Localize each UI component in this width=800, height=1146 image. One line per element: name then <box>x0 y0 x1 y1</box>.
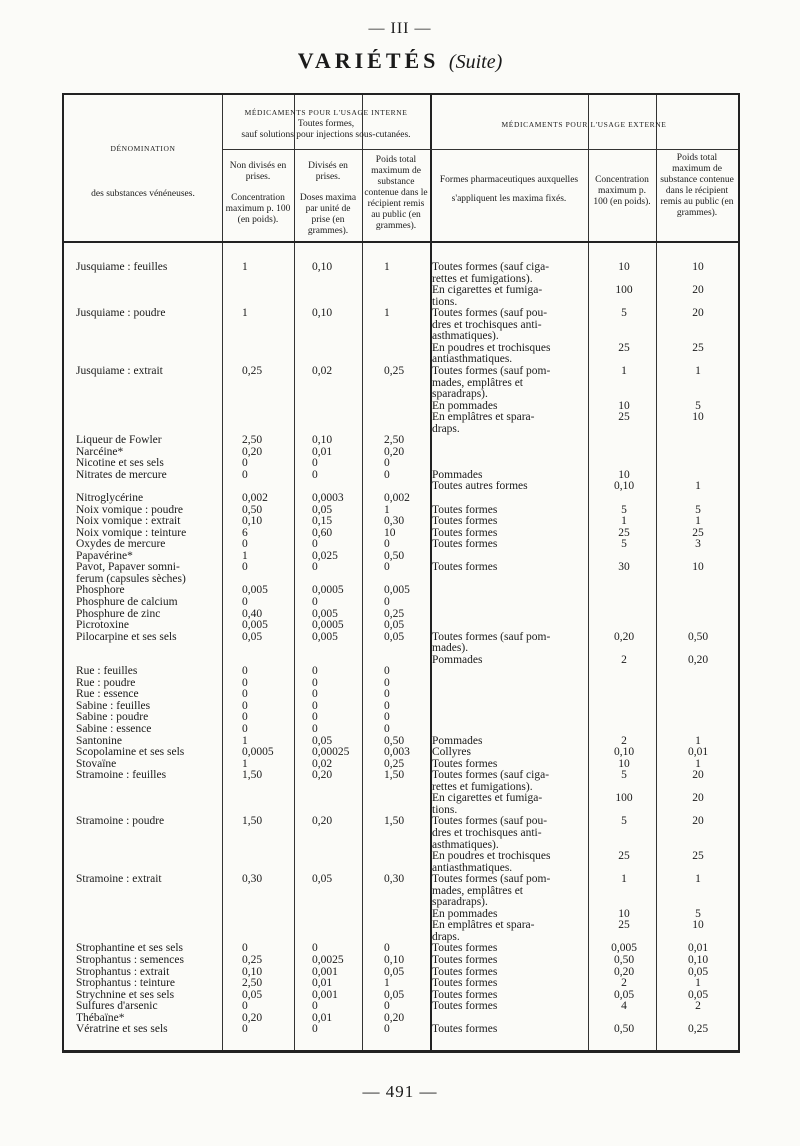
cell-forme: dres et trochisques anti- <box>432 826 542 839</box>
cell-poids: 1 <box>384 261 390 273</box>
cell-poids: 0 <box>384 711 390 724</box>
cell-poids: 1 <box>384 503 390 516</box>
title-main: VARIÉTÉS <box>297 48 440 73</box>
cell-poids: 1,50 <box>384 769 405 782</box>
cell-forme: Toutes formes <box>432 988 498 1001</box>
cell-name: Strophantus : teinture <box>76 977 176 990</box>
cell-forme: Collyres <box>432 746 471 759</box>
cell-cext: 10 <box>618 468 630 481</box>
cell-dose: 0 <box>312 457 318 470</box>
cell-conc: 0,002 <box>242 492 268 504</box>
cell-conc: 1 <box>242 757 248 770</box>
cell-pext: 20 <box>692 769 704 782</box>
cell-forme: Toutes formes (sauf pom- <box>432 873 551 886</box>
cell-cext: 2 <box>621 734 627 747</box>
cell-forme: Toutes formes (sauf ciga- <box>432 769 550 782</box>
cell-dose: 0,001 <box>312 965 338 978</box>
cell-name: Rue : essence <box>76 688 139 701</box>
cell-forme: Pommades <box>432 468 483 481</box>
cell-pext: 1 <box>695 873 701 886</box>
title-suffix: (Suite) <box>448 51 503 73</box>
cell-poids: 0,30 <box>384 873 405 886</box>
cell-conc: 0 <box>242 711 248 724</box>
cell-poids: 0 <box>384 538 390 551</box>
cell-forme: sparadraps). <box>432 388 488 401</box>
cell-forme: Pommades <box>432 734 483 747</box>
cell-poids: 0 <box>384 723 390 735</box>
cell-forme: Pommades <box>432 653 483 666</box>
cell-forme: Toutes formes <box>432 526 498 539</box>
cell-dose: 0 <box>312 688 318 701</box>
cell-name: Santonine <box>76 734 122 747</box>
cell-dose: 0,02 <box>312 757 333 770</box>
cell-forme: Toutes formes (sauf pom- <box>432 364 551 377</box>
cell-forme: Toutes formes (sauf pou- <box>432 815 548 828</box>
cell-forme: mades, emplâtres et <box>432 376 524 389</box>
cell-conc: 0,10 <box>242 515 263 528</box>
cell-forme: En cigarettes et fumiga- <box>432 792 543 805</box>
cell-cext: 1 <box>621 364 627 377</box>
cell-pext: 0,25 <box>687 1023 709 1036</box>
cell-poids: 0 <box>384 468 390 481</box>
cell-name: Nitroglycérine <box>76 492 144 504</box>
cell-cext: 0,50 <box>613 1023 635 1036</box>
cell-conc: 1 <box>242 307 248 320</box>
cell-conc: 0 <box>242 1023 248 1036</box>
cell-dose: 0 <box>312 561 318 574</box>
cell-dose: 0,0005 <box>312 619 344 632</box>
cell-dose: 0,20 <box>312 769 333 782</box>
page-roman-number: — III — <box>368 20 432 37</box>
cell-cext: 2 <box>621 977 627 990</box>
cell-conc: 1 <box>242 734 248 747</box>
cell-forme: sparadraps). <box>432 896 488 909</box>
header-doses: Doses maxima par unité de prise (en grammes). <box>299 193 357 236</box>
cell-dose: 0,10 <box>312 434 333 447</box>
col-rule-3 <box>362 95 363 1050</box>
cell-forme: En poudres et trochisques <box>432 850 551 863</box>
cell-dose: 0,60 <box>312 526 333 539</box>
cell-cext: 25 <box>618 526 630 539</box>
cell-pext: 1 <box>695 515 701 528</box>
cell-name: Strychnine et ses sels <box>76 988 175 1001</box>
cell-conc: 1 <box>242 549 248 562</box>
cell-poids: 0,20 <box>384 445 405 458</box>
cell-conc: 0 <box>242 665 248 678</box>
cell-dose: 0 <box>312 1023 318 1036</box>
cell-forme: tions. <box>432 295 458 308</box>
cell-forme: asthmatiques). <box>432 330 499 343</box>
cell-cext: 1 <box>621 515 627 528</box>
cell-poids: 0,25 <box>384 364 405 377</box>
cell-dose: 0,005 <box>312 630 338 643</box>
cell-name: Jusquiame : extrait <box>76 364 163 377</box>
cell-poids: 0,003 <box>384 746 410 759</box>
cell-cext: 0,20 <box>613 630 635 643</box>
cell-conc: 0,005 <box>242 584 268 597</box>
cell-dose: 0,10 <box>312 307 333 320</box>
cell-pext: 25 <box>692 341 704 354</box>
cell-forme: En pommades <box>432 399 498 412</box>
cell-poids: 0,50 <box>384 734 405 747</box>
cell-cext: 25 <box>618 341 630 354</box>
col-rule-5 <box>588 95 589 1050</box>
cell-conc: 0 <box>242 699 248 712</box>
cell-cext: 10 <box>618 907 630 920</box>
cell-conc: 6 <box>242 526 248 539</box>
cell-pext: 20 <box>692 792 704 805</box>
cell-conc: 0,10 <box>242 965 263 978</box>
header-poids-externe: Poids total maximum de substance contenue dans le récipient remis au public (en grammes). <box>660 153 734 218</box>
page-number: — 491 — <box>362 1082 438 1101</box>
cell-dose: 0,05 <box>312 503 333 516</box>
cell-forme: Toutes formes <box>432 538 498 551</box>
header-interne-line3: sauf solutions pour injections sous-cutanées. <box>241 130 411 140</box>
cell-conc: 0,40 <box>242 607 263 620</box>
cell-conc: 0 <box>242 595 248 608</box>
cell-pext: 5 <box>695 907 701 920</box>
cell-dose: 0,02 <box>312 364 333 377</box>
cell-forme: Toutes formes <box>432 503 498 516</box>
cell-forme: Toutes formes (sauf ciga- <box>432 261 550 273</box>
cell-conc: 0,50 <box>242 503 263 516</box>
cell-name: Sabine : essence <box>76 723 152 735</box>
header-bottom-rule <box>64 241 738 243</box>
cell-cext: 0,20 <box>613 965 635 978</box>
cell-pext: 2 <box>695 1000 701 1013</box>
cell-poids: 0,30 <box>384 515 405 528</box>
cell-conc: 0,30 <box>242 873 263 886</box>
cell-pext: 0,10 <box>687 954 709 966</box>
cell-dose: 0 <box>312 665 318 678</box>
col-rule-2 <box>294 95 295 1050</box>
cell-poids: 0,005 <box>384 584 410 597</box>
cell-pext: 0,20 <box>687 653 709 666</box>
cell-cext: 30 <box>618 561 630 574</box>
cell-name: Vératrine et ses sels <box>76 1023 168 1036</box>
cell-cext: 0,50 <box>613 954 635 966</box>
cell-name: Phosphure de calcium <box>76 595 178 608</box>
cell-name: Nicotine et ses sels <box>76 457 164 470</box>
cell-forme: Toutes formes <box>432 757 498 770</box>
header-concentration: Concentration maximum p. 100 (en poids). <box>225 193 291 225</box>
cell-pext: 1 <box>695 977 701 990</box>
cell-poids: 0,05 <box>384 619 405 632</box>
cell-pext: 20 <box>692 815 704 828</box>
header-non-divises: Non divisés en prises. <box>229 161 287 182</box>
cell-forme: Toutes formes <box>432 954 498 966</box>
cell-poids: 0,25 <box>384 607 405 620</box>
cell-poids: 0,002 <box>384 492 410 504</box>
cell-conc: 0,20 <box>242 445 263 458</box>
cell-cext: 25 <box>618 411 630 424</box>
cell-dose: 0 <box>312 468 318 481</box>
cell-conc: 1 <box>242 261 248 273</box>
cell-name: ferum (capsules sèches) <box>76 572 186 585</box>
cell-dose: 0,05 <box>312 734 333 747</box>
cell-name: Sabine : poudre <box>76 711 149 724</box>
cell-poids: 0,50 <box>384 549 405 562</box>
cell-pext: 25 <box>692 526 704 539</box>
header-interne: MÉDICAMENTS POUR L'USAGE INTERNE <box>244 108 408 117</box>
cell-forme: Toutes formes (sauf pom- <box>432 630 551 643</box>
cell-forme: dres et trochisques anti- <box>432 318 542 331</box>
cell-name: Phosphore <box>76 584 125 597</box>
cell-name: Jusquiame : poudre <box>76 307 166 320</box>
header-sub-rule <box>222 149 738 150</box>
header-denomination-sub: des substances vénéneuses. <box>91 189 195 199</box>
cell-cext: 4 <box>621 1000 627 1013</box>
cell-name: Sulfures d'arsenic <box>76 1000 158 1013</box>
cell-pext: 10 <box>692 561 704 574</box>
cell-forme: Toutes formes <box>432 977 498 990</box>
cell-dose: 0,0005 <box>312 584 344 597</box>
cell-conc: 0,25 <box>242 364 263 377</box>
cell-forme: En emplâtres et spara- <box>432 919 535 932</box>
cell-cext: 5 <box>621 538 627 551</box>
cell-pext: 5 <box>695 503 701 516</box>
cell-forme: En cigarettes et fumiga- <box>432 284 543 297</box>
cell-name: Stramoine : extrait <box>76 873 162 886</box>
cell-dose: 0,15 <box>312 515 333 528</box>
cell-conc: 0 <box>242 676 248 689</box>
cell-name: Liqueur de Fowler <box>76 434 162 447</box>
cell-dose: 0,20 <box>312 815 333 828</box>
cell-poids: 0,05 <box>384 988 405 1001</box>
cell-forme: Toutes formes <box>432 515 498 528</box>
cell-pext: 3 <box>695 538 701 551</box>
cell-forme: rettes et fumigations). <box>432 272 533 285</box>
cell-forme: En pommades <box>432 907 498 920</box>
cell-conc: 0,0005 <box>242 746 274 759</box>
cell-forme: mades). <box>432 642 469 655</box>
cell-pext: 1 <box>695 734 701 747</box>
cell-pext: 25 <box>692 850 704 863</box>
header-divises: Divisés en prises. <box>308 161 348 182</box>
cell-name: Strophantus : semences <box>76 954 184 966</box>
cell-name: Thébaïne* <box>76 1011 125 1024</box>
cell-cext: 0,10 <box>613 746 635 759</box>
cell-conc: 0,005 <box>242 619 268 632</box>
cell-poids: 0 <box>384 665 390 678</box>
cell-dose: 0,025 <box>312 549 338 562</box>
cell-forme: Toutes autres formes <box>432 480 528 493</box>
cell-forme: En poudres et trochisques <box>432 341 551 354</box>
cell-name: Stramoine : poudre <box>76 815 165 828</box>
col-rule-6 <box>656 95 657 1050</box>
cell-forme: antiasthmatiques. <box>432 353 513 366</box>
cell-name: Picrotoxine <box>76 619 130 632</box>
header-poids-interne: Poids total maximum de substance contenue dans le récipient remis au public (en grammes). <box>364 155 428 231</box>
poison-table <box>62 93 740 1053</box>
cell-cext: 0,10 <box>613 480 635 493</box>
cell-forme: tions. <box>432 803 458 816</box>
cell-poids: 2,50 <box>384 434 405 447</box>
cell-conc: 0,05 <box>242 630 263 643</box>
cell-poids: 0 <box>384 942 390 955</box>
cell-name: Oxydes de mercure <box>76 538 166 551</box>
cell-pext: 20 <box>692 284 704 297</box>
cell-dose: 0 <box>312 1000 318 1013</box>
header-interne-line2: Toutes formes, <box>297 119 355 129</box>
cell-cext: 100 <box>615 284 633 297</box>
cell-pext: 0,05 <box>687 965 709 978</box>
cell-poids: 1 <box>384 977 390 990</box>
cell-conc: 0 <box>242 723 248 735</box>
cell-pext: 1 <box>695 480 701 493</box>
cell-poids: 1 <box>384 307 390 320</box>
cell-forme: rettes et fumigations). <box>432 780 533 793</box>
cell-name: Scopolamine et ses sels <box>76 746 185 759</box>
cell-dose: 0,01 <box>312 1011 333 1024</box>
cell-name: Strophantine et ses sels <box>76 942 183 955</box>
cell-dose: 0,10 <box>312 261 333 273</box>
cell-poids: 0 <box>384 561 390 574</box>
cell-cext: 2 <box>621 653 627 666</box>
cell-conc: 0,25 <box>242 954 263 966</box>
cell-forme: Toutes formes (sauf pou- <box>432 307 548 320</box>
cell-forme: antiasthmatiques. <box>432 861 513 874</box>
cell-cext: 25 <box>618 919 630 932</box>
cell-name: Jusquiame : feuilles <box>76 261 168 273</box>
cell-cext: 1 <box>621 873 627 886</box>
cell-conc: 0 <box>242 561 248 574</box>
cell-forme: asthmatiques). <box>432 838 499 851</box>
cell-conc: 0 <box>242 942 248 955</box>
cell-forme: mades, emplâtres et <box>432 884 524 897</box>
cell-name: Rue : poudre <box>76 676 136 689</box>
cell-dose: 0,0003 <box>312 492 344 504</box>
cell-conc: 2,50 <box>242 434 263 447</box>
cell-name: Stramoine : feuilles <box>76 769 167 782</box>
cell-poids: 0,05 <box>384 630 405 643</box>
cell-cext: 100 <box>615 792 633 805</box>
page-title <box>0 48 800 74</box>
cell-poids: 1,50 <box>384 815 405 828</box>
cell-pext: 10 <box>692 261 704 273</box>
cell-name: Noix vomique : teinture <box>76 526 187 539</box>
cell-conc: 0 <box>242 538 248 551</box>
cell-pext: 10 <box>692 411 704 424</box>
cell-poids: 0,10 <box>384 954 405 966</box>
cell-name: Phosphure de zinc <box>76 607 161 620</box>
cell-pext: 0,01 <box>687 942 709 955</box>
cell-poids: 0,20 <box>384 1011 405 1024</box>
cell-cext: 10 <box>618 261 630 273</box>
cell-dose: 0 <box>312 699 318 712</box>
cell-poids: 0 <box>384 1000 390 1013</box>
cell-conc: 1,50 <box>242 815 263 828</box>
cell-conc: 0 <box>242 688 248 701</box>
cell-forme: Toutes formes <box>432 942 498 955</box>
cell-poids: 0 <box>384 1023 390 1036</box>
cell-pext: 0,50 <box>687 630 709 643</box>
header-externe: MÉDICAMENTS POUR L'USAGE EXTERNE <box>501 120 667 129</box>
cell-cext: 5 <box>621 769 627 782</box>
cell-forme: En emplâtres et spara- <box>432 411 535 424</box>
header-denomination: DÉNOMINATION <box>110 144 176 153</box>
cell-name: Noix vomique : extrait <box>76 515 181 528</box>
cell-forme: draps. <box>432 930 460 943</box>
cell-pext: 1 <box>695 757 701 770</box>
cell-dose: 0 <box>312 942 318 955</box>
cell-pext: 1 <box>695 364 701 377</box>
cell-dose: 0 <box>312 676 318 689</box>
cell-dose: 0,00025 <box>312 746 350 759</box>
cell-pext: 5 <box>695 399 701 412</box>
cell-dose: 0 <box>312 711 318 724</box>
header-formes: Formes pharmaceutiques auxquelles s'appliquent les maxima fixés. <box>439 175 579 204</box>
header-conc-ext: Concentration maximum p. 100 (en poids). <box>593 175 651 207</box>
cell-pext: 0,01 <box>687 746 709 759</box>
cell-cext: 5 <box>621 307 627 320</box>
cell-poids: 0 <box>384 457 390 470</box>
cell-poids: 10 <box>384 526 396 539</box>
cell-name: Strophantus : extrait <box>76 965 170 978</box>
cell-forme: Toutes formes <box>432 1000 498 1013</box>
cell-forme: Toutes formes <box>432 1023 498 1036</box>
cell-poids: 0 <box>384 595 390 608</box>
cell-dose: 0 <box>312 538 318 551</box>
cell-dose: 0,01 <box>312 977 333 990</box>
cell-dose: 0 <box>312 595 318 608</box>
cell-name: Pilocarpine et ses sels <box>76 630 177 643</box>
cell-cext: 10 <box>618 399 630 412</box>
cell-conc: 2,50 <box>242 977 263 990</box>
cell-dose: 0,01 <box>312 445 333 458</box>
cell-cext: 5 <box>621 503 627 516</box>
cell-name: Noix vomique : poudre <box>76 503 183 516</box>
cell-conc: 1,50 <box>242 769 263 782</box>
cell-dose: 0,05 <box>312 873 333 886</box>
cell-name: Rue : feuilles <box>76 665 138 678</box>
cell-cext: 25 <box>618 850 630 863</box>
cell-forme: draps. <box>432 422 460 435</box>
cell-cext: 0,005 <box>611 942 637 955</box>
cell-dose: 0 <box>312 723 318 735</box>
cell-conc: 0,20 <box>242 1011 263 1024</box>
cell-name: Papavérine* <box>76 549 133 562</box>
cell-cext: 0,05 <box>613 988 635 1001</box>
cell-forme: Toutes formes <box>432 561 498 574</box>
cell-poids: 0,25 <box>384 757 405 770</box>
cell-forme: Toutes formes <box>432 965 498 978</box>
cell-conc: 0,05 <box>242 988 263 1001</box>
cell-poids: 0,05 <box>384 965 405 978</box>
cell-dose: 0,0025 <box>312 954 344 966</box>
cell-pext: 20 <box>692 307 704 320</box>
cell-name: Nitrates de mercure <box>76 468 167 481</box>
cell-cext: 10 <box>618 757 630 770</box>
cell-name: Pavot, Papaver somni- <box>76 561 180 574</box>
cell-dose: 0,001 <box>312 988 338 1001</box>
cell-poids: 0 <box>384 688 390 701</box>
cell-poids: 0 <box>384 676 390 689</box>
cell-name: Sabine : feuilles <box>76 699 151 712</box>
cell-poids: 0 <box>384 699 390 712</box>
cell-dose: 0,005 <box>312 607 338 620</box>
cell-conc: 0 <box>242 1000 248 1013</box>
cell-pext: 0,05 <box>687 988 709 1001</box>
cell-name: Stovaïne <box>76 757 117 770</box>
cell-conc: 0 <box>242 468 248 481</box>
cell-pext: 10 <box>692 919 704 932</box>
cell-conc: 0 <box>242 457 248 470</box>
cell-name: Narcéine* <box>76 445 124 458</box>
cell-cext: 5 <box>621 815 627 828</box>
